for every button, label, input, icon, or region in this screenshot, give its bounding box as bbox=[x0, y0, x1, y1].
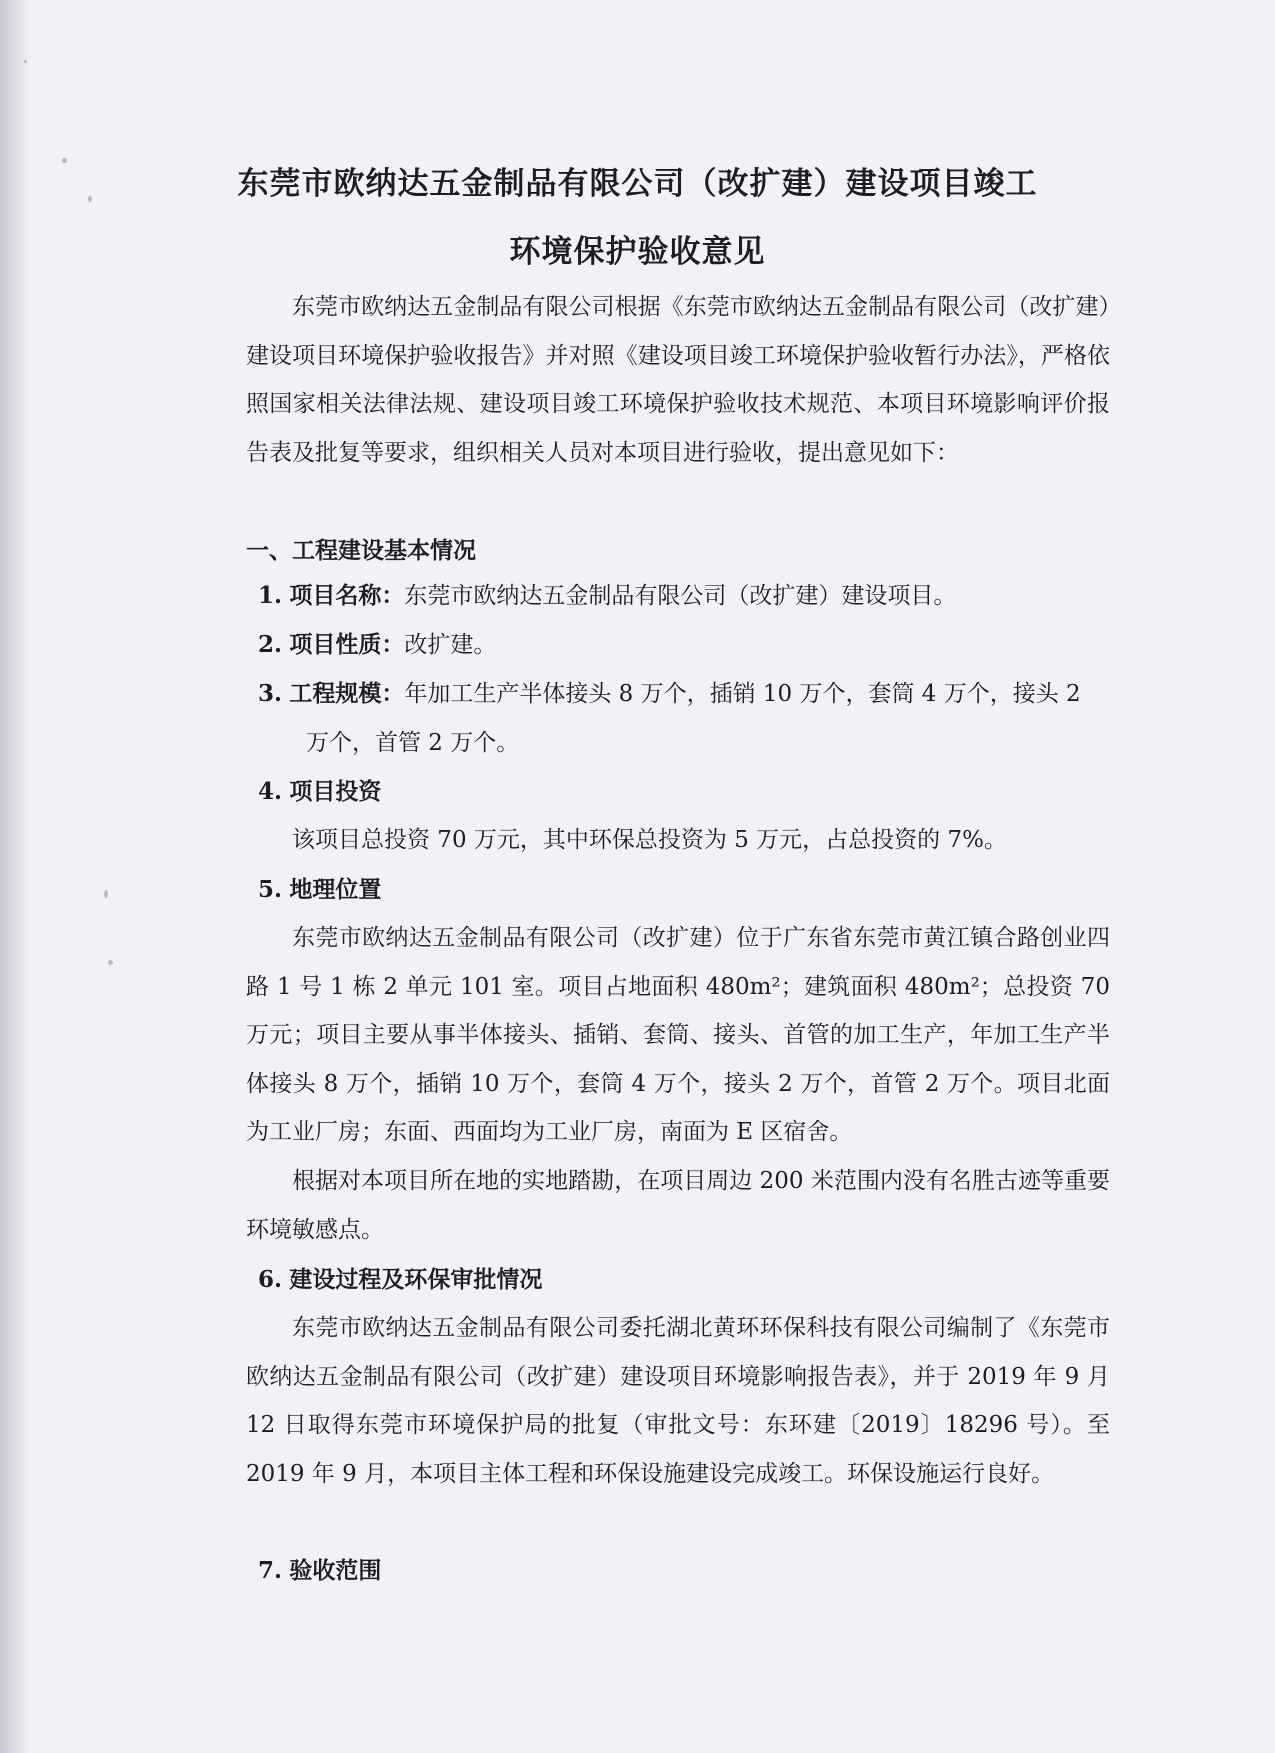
list-item bbox=[258, 571, 1110, 621]
document-title-line-1: 东莞市欧纳达五金制品有限公司（改扩建）建设项目竣工 bbox=[237, 166, 1038, 202]
list-item bbox=[258, 865, 1110, 915]
item-number: 3. bbox=[258, 680, 283, 707]
scan-speck bbox=[108, 960, 113, 965]
item-number: 4. bbox=[258, 778, 283, 805]
item-label: 项目投资 bbox=[289, 778, 382, 805]
location-paragraph-2: 根据对本项目所在地的实地踏勘，在项目周边 200 米范围内没有名胜古迹等重要环境敏感点。 bbox=[246, 1168, 1110, 1243]
item-number: 2. bbox=[258, 631, 283, 658]
item-text-continued: 万个，首管 2 万个。 bbox=[306, 730, 520, 756]
item-label: 验收范围 bbox=[289, 1557, 382, 1584]
approval-paragraph: 东莞市欧纳达五金制品有限公司委托湖北黄环环保科技有限公司编制了《东莞市欧纳达五金制品有限公司（改扩建）建设项目环境影响报告表》，并于 2019 年 9 月 12 日取得东莞市环境保护局的批复（审批文号：东环建〔2019〕18296 号）。至 2019 年 9 月，本项目主体工程和环保设施建设完成竣工。环保设施运行良好。 bbox=[246, 1315, 1110, 1487]
investment-paragraph: 该项目总投资 70 万元，其中环保总投资为 5 万元，占总投资的 7%。 bbox=[292, 827, 1007, 853]
item-label: 项目名称： bbox=[289, 582, 405, 609]
item-text: 改扩建。 bbox=[404, 632, 497, 658]
scan-speck bbox=[24, 60, 27, 63]
item-label: 建设过程及环保审批情况 bbox=[289, 1266, 543, 1293]
section-heading: 一、工程建设基本情况 bbox=[246, 537, 476, 564]
list-item bbox=[258, 767, 1110, 817]
list-item bbox=[258, 1255, 1110, 1305]
list-item bbox=[258, 669, 1110, 768]
intro-paragraph: 东莞市欧纳达五金制品有限公司根据《东莞市欧纳达五金制品有限公司（改扩建）建设项目环境保护验收报告》并对照《建设项目竣工环境保护验收暂行办法》，严格依照国家相关法律法规、建设项目竣工环境保护验收技术规范、本项目环境影响评价报告表及批复等要求，组织相关人员对本项目进行验收，提出意见如下： bbox=[246, 294, 1110, 466]
list-item bbox=[258, 1546, 1110, 1596]
list-item bbox=[258, 620, 1110, 670]
item-label: 地理位置 bbox=[289, 876, 382, 903]
document-title-line-2: 环境保护验收意见 bbox=[509, 234, 766, 270]
location-paragraph: 东莞市欧纳达五金制品有限公司（改扩建）位于广东省东莞市黄江镇合路创业四路 1 号 1 栋 2 单元 101 室。项目占地面积 480m²；建筑面积 480m²；总投资 70 万元；项目主要从事半体接头、插销、套筒、接头、首管的加工生产，年加工生产半体接头 8 万个，插销 10 万个，套筒 4 万个，接头 2 万个，首管 2 万个。项目北面为工业厂房；东面、西面均为工业厂房，南面为 E 区宿舍。 bbox=[246, 925, 1110, 1145]
item-text: 年加工生产半体接头 8 万个，插销 10 万个，套筒 4 万个，接头 2 bbox=[404, 681, 1081, 707]
scan-speck bbox=[104, 890, 108, 898]
item-number: 1. bbox=[258, 582, 283, 609]
item-text: 东莞市欧纳达五金制品有限公司（改扩建）建设项目。 bbox=[404, 583, 957, 609]
item-number: 6. bbox=[258, 1266, 283, 1293]
item-number: 7. bbox=[258, 1557, 283, 1584]
item-label: 项目性质： bbox=[289, 631, 405, 658]
item-number: 5. bbox=[258, 876, 283, 903]
item-label: 工程规模： bbox=[289, 680, 405, 707]
